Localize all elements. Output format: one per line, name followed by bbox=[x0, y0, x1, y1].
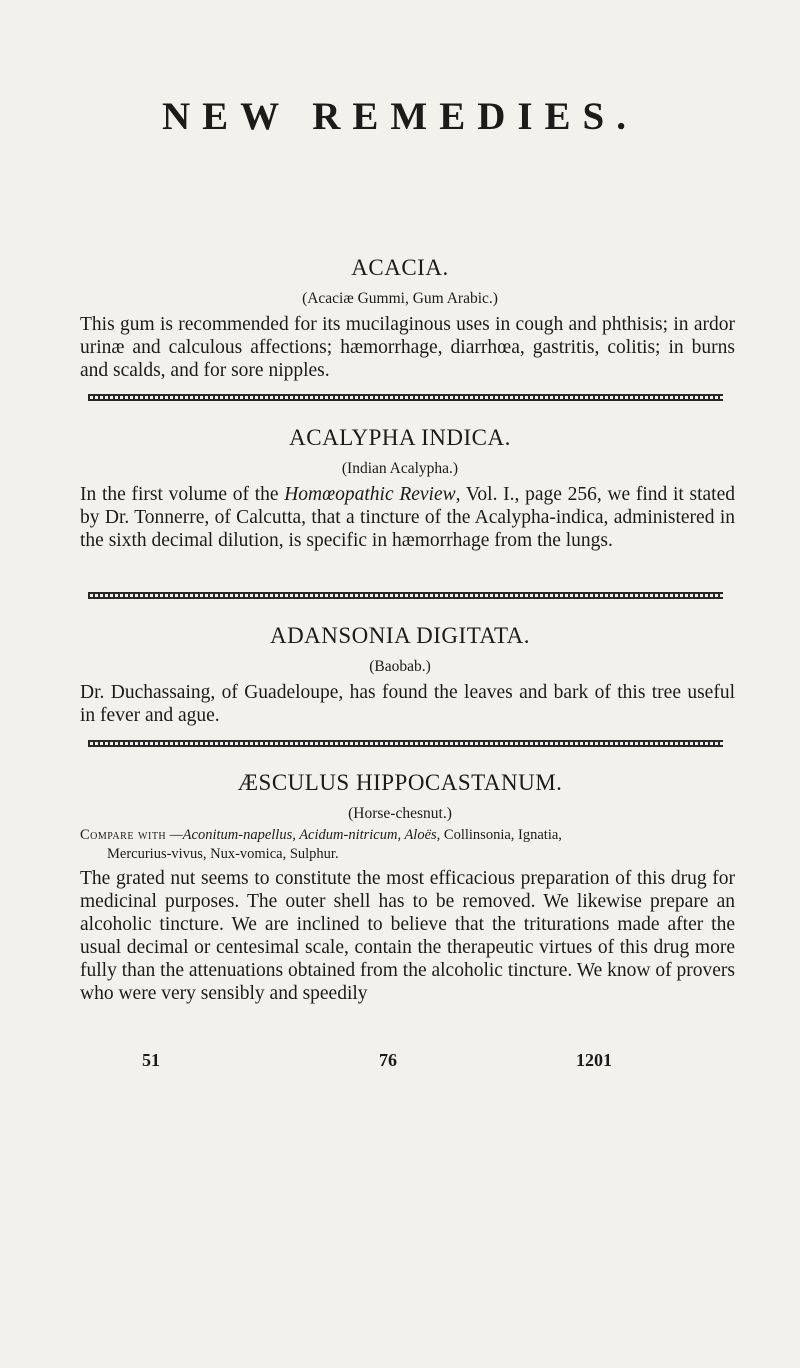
section-heading-aesculus: ÆSCULUS HIPPOCASTANUM. bbox=[237, 770, 563, 795]
section-subheading-acacia: (Acaciæ Gummi, Gum Arabic.) bbox=[302, 290, 498, 307]
section-body-acacia: This gum is recommended for its mucilaginous uses in cough and phthisis; in ardor urinæ and calculous affections; hæmorrhage, diarrhœa, gastritis, colitis; in burns and scalds, and for sore nipples. bbox=[80, 314, 735, 381]
section-subheading-adansonia: (Baobab.) bbox=[369, 658, 431, 675]
section-divider bbox=[88, 740, 723, 747]
section-body-acalypha bbox=[80, 483, 735, 552]
section-heading-acalypha: ACALYPHA INDICA. bbox=[289, 425, 511, 450]
section-body-aesculus: The grated nut seems to constitute the most efficacious preparation of this drug for medicinal purposes. The outer shell has to be removed. We likewise prepare an alcoholic tincture. We are inclined to believe that the triturations made after the usual decimal or centesimal scale, contain the therapeutic virtues of this drug more fully than the attenuations obtained from the alcoholic tincture. We know of provers who were very sensibly and speedily bbox=[80, 868, 735, 1004]
footer-right-number: 1201 bbox=[576, 1050, 612, 1070]
compare-remedies: Collinsonia, Ignatia, bbox=[440, 827, 562, 843]
compare-with-note bbox=[80, 826, 740, 864]
section-divider bbox=[88, 592, 723, 599]
body-text: , Vol. I., page 256, we find it stated by Dr. Tonnerre, of Calcutta, that a tincture of the Acalypha-indica, administered in the sixth decimal dilution, is specific in hæmorrhage from the lungs. bbox=[80, 484, 735, 551]
section-body-adansonia: Dr. Duchassaing, of Guadeloupe, has found the leaves and bark of this tree useful in fever and ague. bbox=[80, 682, 735, 726]
body-text: In the first volume of the bbox=[80, 484, 285, 505]
section-subheading-acalypha: (Indian Acalypha.) bbox=[341, 460, 459, 477]
journal-title: Homœopathic Review bbox=[284, 484, 456, 505]
section-heading-adansonia: ADANSONIA DIGITATA. bbox=[269, 623, 531, 648]
footer-left-number: 51 bbox=[142, 1050, 160, 1070]
compare-remedies-line2: Mercurius-vivus, Nux-vomica, Sulphur. bbox=[107, 846, 339, 862]
footer-center-number: 76 bbox=[379, 1050, 397, 1070]
compare-remedies-italic: —Aconitum-napellus, Acidum-nitricum, Aloës, bbox=[169, 827, 441, 843]
section-divider bbox=[88, 394, 723, 401]
section-heading-acacia: ACACIA. bbox=[351, 255, 449, 280]
compare-label: Compare with bbox=[80, 827, 167, 843]
section-subheading-aesculus: (Horse-chesnut.) bbox=[348, 805, 452, 822]
page-title: NEW REMEDIES. bbox=[161, 95, 639, 138]
